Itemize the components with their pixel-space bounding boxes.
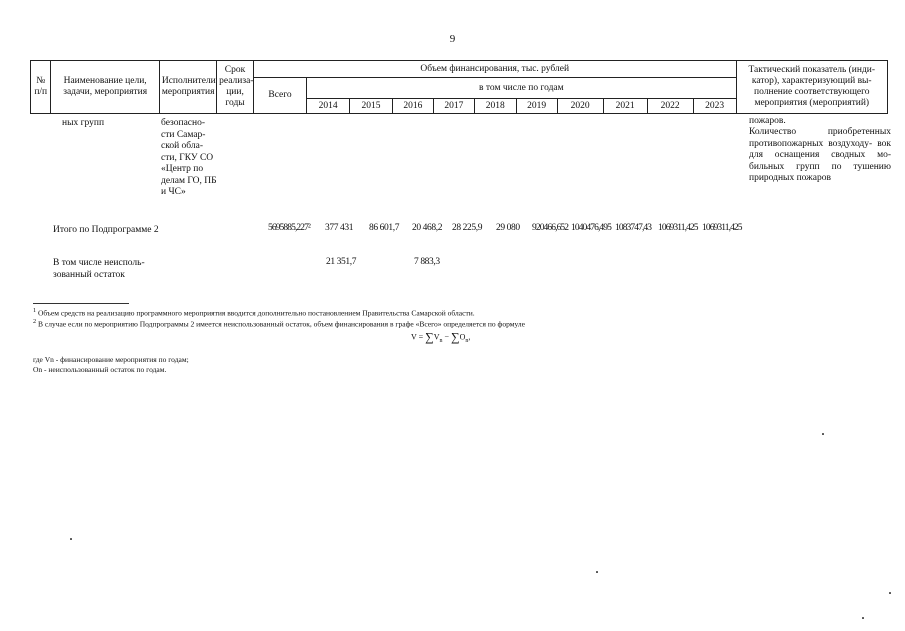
indicator-text: Количество приобретенных противопожарных воздуходу- вок для оснащения сводных мо- бильных групп по тушению природных пожаров — [749, 127, 891, 184]
total-row-2015: 86 601,7 — [369, 223, 400, 233]
page-number: 9 — [449, 33, 456, 45]
total-row-2018: 29 080 — [496, 223, 520, 233]
where-line-1: где Vn - финансирование мероприятия по годам; — [33, 355, 189, 364]
header-year: 2023 — [693, 99, 736, 114]
sum-symbol: ∑ — [425, 330, 434, 344]
header-term: Срок реализа- ции, годы — [217, 61, 254, 114]
header-num: № п/п — [31, 61, 51, 114]
total-row-2021: 1083747,43 — [615, 223, 652, 233]
scan-speck — [862, 617, 864, 619]
header-year: 2020 — [557, 99, 603, 114]
unused-row-2014: 21 351,7 — [326, 257, 357, 267]
total-row-2019: 920466,652 — [532, 223, 569, 233]
total-row-2020: 1040476,495 — [571, 223, 611, 233]
sum-symbol: ∑ — [451, 330, 460, 344]
header-year: 2016 — [392, 99, 433, 114]
scan-speck — [889, 592, 891, 594]
scan-speck — [596, 571, 598, 573]
header-year: 2014 — [307, 99, 350, 114]
footnote-divider — [33, 303, 129, 304]
formula: $V = \sum V_n - \sum O_n$, — [411, 330, 471, 344]
header-year: 2022 — [647, 99, 693, 114]
header-year: 2021 — [603, 99, 647, 114]
financing-table-header — [30, 60, 888, 114]
header-year: 2019 — [516, 99, 557, 114]
header-financing: Объем финансирования, тыс. рублей — [253, 61, 736, 78]
where-line-2: On - неиспользованный остаток по годам. — [33, 365, 167, 374]
total-row-2014: 377 431 — [325, 223, 354, 233]
indicator-line: пожаров. — [749, 116, 786, 126]
footnote-2: $^2$ В случае если по мероприятию Подпрограммы 2 имеется неиспользованный остаток, объем финансирования в графе «Всего» определяется по формуле — [33, 318, 525, 329]
total-row-name: Итого по Подпрограмме 2 — [53, 225, 159, 235]
scan-speck — [822, 433, 824, 435]
header-year: 2018 — [474, 99, 516, 114]
continuation-executor: безопасно- сти Самар- ской обла- сти, ГКУ СО «Центр по делам ГО, ПБ и ЧС» — [161, 118, 217, 198]
total-row-2022: 1069311,425 — [658, 223, 698, 233]
header-name: Наименование цели, задачи, мероприятия — [51, 61, 159, 114]
total-row-total: 5695885,227² — [268, 223, 310, 233]
total-row-2016: 20 468,2 — [412, 223, 443, 233]
scan-speck — [70, 538, 72, 540]
header-year: 2017 — [433, 99, 474, 114]
header-executor: Исполнители мероприятия — [159, 61, 216, 114]
header-by-years: в том числе по годам — [307, 78, 736, 99]
header-year: 2015 — [350, 99, 393, 114]
total-row-2023: 1069311,425 — [702, 223, 742, 233]
total-row-2017: 28 225,9 — [452, 223, 483, 233]
footnote-1: $^1$ Объем средств на реализацию программного мероприятия вводится дополнительно постановлением Правительства Самарской области. — [33, 307, 475, 318]
unused-row-2016: 7 883,3 — [414, 257, 440, 267]
header-indicator: Тактический показатель (инди- катор), характеризующий вы- полнение соответствующего мероприятия (мероприятий) — [736, 61, 887, 114]
unused-row-name: В том числе неисполь- зованный остаток — [53, 258, 145, 280]
header-total: Всего — [253, 78, 306, 114]
continuation-name: ных групп — [62, 118, 105, 128]
